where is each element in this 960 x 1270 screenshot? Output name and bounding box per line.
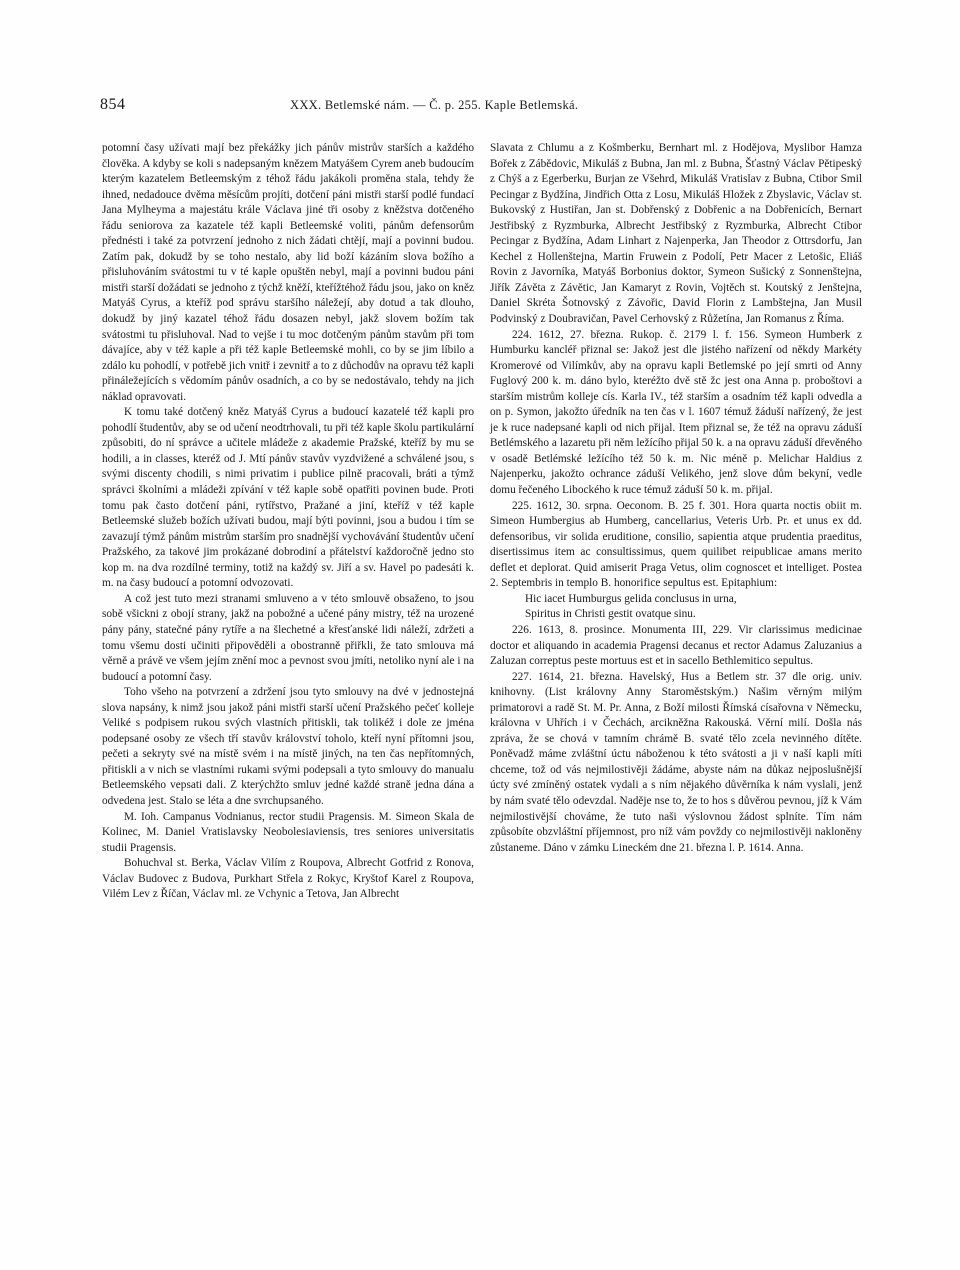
paragraph: Bohuchval st. Berka, Václav Vilím z Roupova, Albrecht Gotfrid z Ronova, Václav Budovec z Budova, Purkhart Střela z Rokyc, Kryštof Karel z Roupova, Vilém Lev z Říčan, Václav ml. ze Vchynic a Tetova, Jan Albrecht — [102, 857, 474, 901]
paragraph: K tomu také dotčený kněz Matyáš Cyrus a budoucí kazatelé též kapli pro pohodlí študentův, aby se od učení neodtrhovali, tu při též kaple školu partikulární způsobiti, do ní správce a učitele mládeže z akademie Pražské, kteříž by mu se hodili, a in classes, kteréž od J. Mtí pánův stavův vyzdvižené a schválené jsou, s svými discenty chodili, s nimi privatim i publice pilně pracovali, bráti a týmž správci školními a mládeži zpívání v též kaple sobě opatřiti povinen bude. Proti tomu pak často dotčení páni, rytířstvo, Pražané a jiní, kteříž v též kaple Betleemské služeb božích užívati budou, mají býti povinni, jsou a budou i tím se zavazují týmž pánům mistrům starším pro snadnější vychovávání študentův učení Pražského, za takové jim prokázané dobrodiní a přátelství každoročně jedno sto kop m. na dva rozdílné terminy, totiž na každý sv. Jiří a sv. Havel po padesáti k. m. na časy budoucí a potomní odvozovati. — [102, 406, 474, 590]
paragraph: M. Ioh. Campanus Vodnianus, rector studii Pragensis. M. Simeon Skala de Kolinec, M. Daniel Vratislavsky Neobolesiaviensis, tres seniores universitatis studii Pragensis. — [102, 810, 474, 854]
right-column — [490, 141, 862, 856]
paragraph: 224. 1612, 27. března. Rukop. č. 2179 l. f. 156. Symeon Humberk z Humburku kancléř přiznal se: Jakož jest dle jistého nařízení od někdy Markéty Kromerové od Vilímkův, aby na opravu kapli Betlemské po její smrti od Anny Fuglový 200 k. m. dáno bylo, kteréžto dvě stě žc jest ona Anna p. proboštovi a starším mistrům kolleje cís. Karla IV., též starším a osadním též kapli odvedla a on p. Symon, jakožto úředník na ten čas v l. 1607 témuž žáduší nařízený, že jest je k ruce nadepsané kapli od nich přijal. Item přiznal se, že též na opravu záduší Betlémského a lazaretu při něm ležícího přijal 50 k. a na opravu záduší dřevěného v osadě Betlémské ležícího též 50 k. m. Nic méně p. Melichar Haldius z Najenperku, jakožto ochrance záduší Velikého, jenž slove dům bekyní, vedle domu řečeného Libockého k ruce témuž záduší 50 k. m. přijal. — [490, 328, 862, 497]
paragraph: potomní časy užívati mají bez překážky jich pánův mistrův starších a každého člověka. A kdyby se koli s nadepsaným knězem Matyášem Cyrem aneb budoucím kterým kazatelem Betleemským z téhož řádu jakákoli proměna stala, tehdy že ihned, nedadouce dvěma měsícům projíti, dotčení páni mistři starší podlé fundací Jana Mylheyma a majestátu krále Václava jiné tři osoby z kněžstva dotčeného řádu seniorova za kazatele též kapli Betleemské voliti, pánům defensorům přednésti i také za potvrzení jednoho z nich žádati chtějí, mají a povinni budou. Zatím pak, dokudž by se toho nestalo, aby lid boží kázáním slova božího a přisluhováním svátostmi tu v té kaple opuštěn nebyl, mají a povinni budou páni mistři starší dožádati se jednoho z týchž kněží, kteřížtéhož řádu jsou, jako on kněz Matyáš Cyrus, a kteříž pod správu staršího náležejí, aby dotud a tak dlouho, dokudž by jiný kazatel téhož řádu dosazen nebyl, jakž slovem božím tak svátostmi tu přisluhoval. Nad to vejše i tu moc dotčeným pánům stavům při tom dávajíce, aby v též kaple a při též kaple Betleemské mohli, co by se jim líbilo a zdálo ku pohodlí, v potřebě jich vnitř i zevnitř a to z důchodův na opravu též kapli přináležejících s vědomím pánův osadních, a co by se nedostávalo, tehdy na jich náklad opravovati. — [102, 142, 474, 403]
paragraph: 226. 1613, 8. prosince. Monumenta III, 229. Vir clarissimus medicinae doctor et aliquando in academia Pragensi decanus et rector Adamus Zaluzanius a Zaluzan correptus peste mortuus est et in sacello Bethlemitico sepultus. — [490, 623, 862, 668]
paragraph: A což jest tuto mezi stranami smluveno a v této smlouvě obsaženo, to jsou sobě všickni z obojí strany, jakž na pobožné a učené pány mistry, též na urozené pány pány, statečné pány rytíře a na šlechetné a křesťanské lidi náleží, zdržeti a tomu všemu dosti učiniti připověděli a obostranně přiřkli, že tato smlouva má věrně a právě ve všem jejím znění moc a pevnost svou jmíti, netoliko nyní ale i na budoucí a potomní časy. — [102, 592, 474, 683]
paragraph: Slavata z Chlumu a z Košmberku, Bernhart ml. z Hodějova, Myslibor Hamza Bořek z Zábědovic, Mikuláš z Bubna, Jan ml. z Bubna, Šťastný Václav Pětipeský z Chýš a z Egerberku, Burjan ze Všehrd, Mikuláš Vratislav z Bubna, Ctibor Smil Pecingar z Bydžína, Jindřich Otta z Losu, Mikuláš Hložek z Zbyslavic, Václav st. Bukovský z Hustiřan, Jan st. Dobřenský z Dobřenic a na Dobřenicích, Bernart Jestřibský z Ryzmburka, Albrecht Jestřibský z Ryzmburka, Albrecht Ctibor Pecingar z Bydžína, Adam Linhart z Najenperka, Jan Theodor z Ottrsdorfu, Jan Kechel z Hollenštejna, Martin Fruwein z Podolí, Petr Macer z Letošic, Eliáš Rovin z Javorníka, Matyáš Borbonius doktor, Symeon Sušický z Sonnenštejna, Jiřík Závěta z Závětic, Jan Kamaryt z Rovin, Vojtěch st. Koutský z Jenštejna, Daniel Skréta Šotnovský z Závořic, David Florin z Lambštejna, Jan Musil Podvinský z Doubravičan, Pavel Cerhovský z Růžetína, Jan Romanus z Říma. — [490, 142, 862, 326]
page-number: 854 — [100, 96, 126, 113]
paragraph: Toho všeho na potvrzení a zdržení jsou tyto smlouvy na dvé v jednostejná slova napsány, k nimž jsou jakož páni mistři starší učení Pražského pečeť kolleje Veliké s podpisem rukou svých vlastních přitiskli, tak tolikéž i dole ze jména podepsané osoby ze všech tří stavův království toholo, kteří nyní přítomni jsou, pečeti a sekryty své na místě svém i na místě jiných, na ten čas nepřítomných, přitiskli a v nich se vlastními rukami svými podepsali a tyto smlouvy do manualu Betleemského vepsati dali. Z kterýchžto smluv jedné každé straně jedna dána a odvedena jest. Stalo se léta a dne svrchupsaného. — [102, 686, 474, 807]
paragraph: 225. 1612, 30. srpna. Oeconom. B. 25 f. 301. Hora quarta noctis obiit m. Simeon Humbergius ab Humberg, cancellarius, Veteris Urb. Pr. et unus ex dd. defensoribus, vir solida eruditione, consilio, sapientia atque prudentia praeditus, disertissimus item ac consultissimus, quem quilibet reipublicae amans merito deflet et deplorat. Quid amiserit Praga Vetus, olim cognoscet et intelliget. Postea 2. Septembris in templo B. honorifice sepultus est. Epitaphium: — [490, 499, 862, 590]
page-header — [100, 96, 860, 118]
paragraph: 227. 1614, 21. března. Havelský, Hus a Betlem str. 37 dle orig. univ. knihovny. (List královny Anny Staroměstským.) Našim věrným milým primatorovi a radě St. M. Pr. Anna, z Boží milosti Římská císařovna v Německu, královna v Uhřích i v Čechách, arcikněžna Rakouská. Věrní milí. Došla nás zpráva, že se chová v tamním chrámě B. svaté tělo zcela nevinného dítěte. Poněvadž máme zvláštní úctu náboženou k této svátosti a ji v naší kapli míti chceme, tož od vás nejmilostivěji žádáme, abyste nám na důkaz nejposlušnější úcty své zmíněný ostatek vydali a s ním nějakého důvěrníka k nám vyslali, jenž by nám svaté tělo odevzdal. Naděje nse to, že to hos s důvěrou pevnou, jíž k Vám nejmilostivější chováme, že tuto naši výslovnou žádost splníte. Tím nám způsobíte obzvláštní příjemnost, pro níž vám povždy co nejmilostivěji nakloněny zůstaneme. Dáno v zámku Lineckém dne 21. března l. P. 1614. Anna. — [490, 670, 862, 854]
running-title: XXX. Betlemské nám. — Č. p. 255. Kaple Betlemská. — [290, 98, 579, 112]
verse-line: Hic iacet Humburgus gelida conclusus in urna, — [525, 592, 737, 605]
left-column — [102, 141, 474, 903]
verse-line: Spiritus in Christi gestit ovatque sinu. — [525, 608, 696, 621]
